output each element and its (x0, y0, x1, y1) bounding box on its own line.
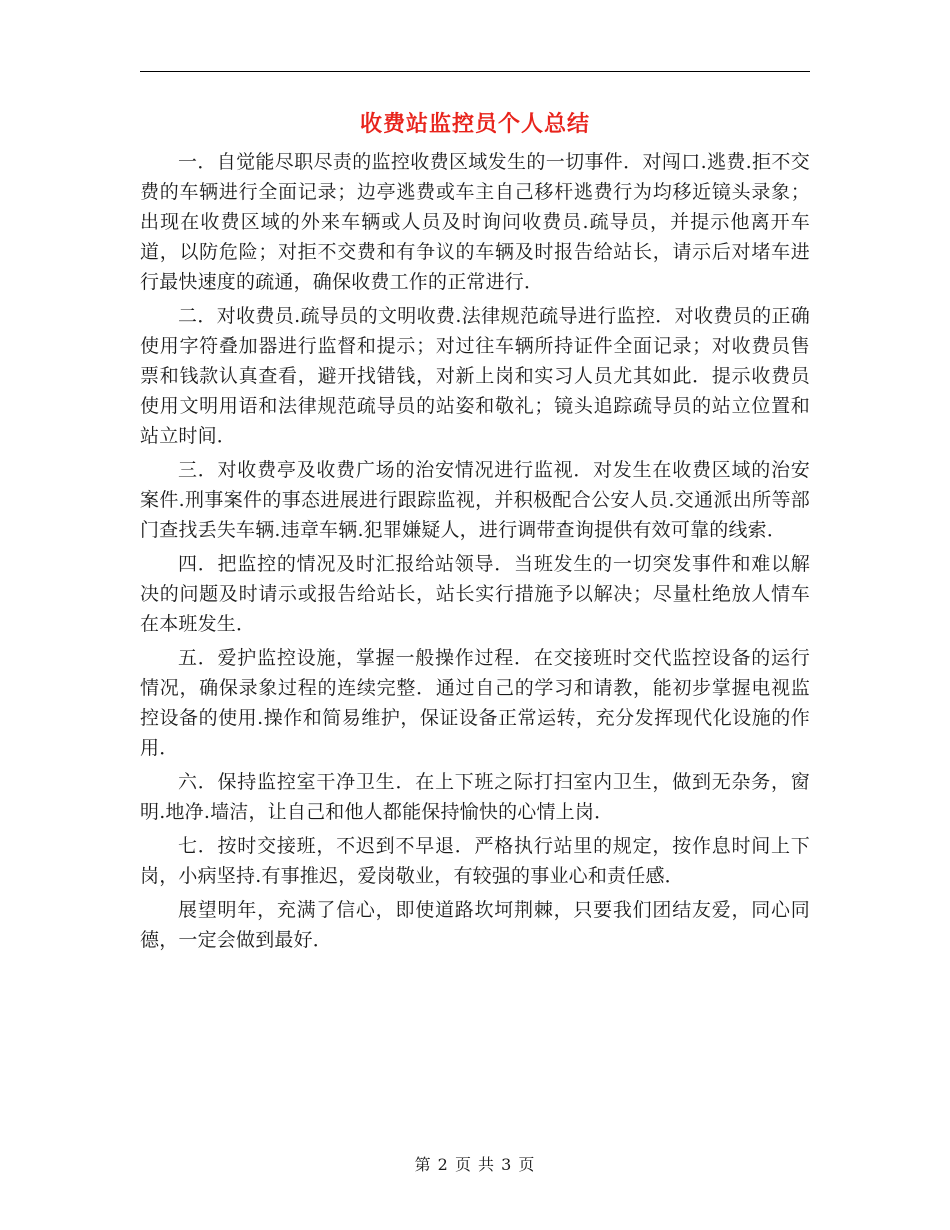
page-number-footer: 第 2 页 共 3 页 (414, 1155, 536, 1174)
paragraph-6: 六．保持监控室干净卫生．在上下班之际打扫室内卫生，做到无杂务，窗明.地净.墙洁，让自己和他人都能保持愉快的心情上岗． (140, 771, 810, 823)
paragraph-7: 七．按时交接班，不迟到不早退．严格执行站里的规定，按作息时间上下岗，小病坚持.有事推迟，爱岗敬业，有较强的事业心和责任感． (140, 835, 810, 887)
paragraph-1: 一．自觉能尽职尽责的监控收费区域发生的一切事件．对闯口.逃费.拒不交费的车辆进行全面记录；边亭逃费或车主自己移杆逃费行为均移近镜头录象；出现在收费区域的外来车辆或人员及时询问收费员.疏导员，并提示他离开车道，以防危险；对拒不交费和有争议的车辆及时报告给站长，请示后对堵车进行最快速度的疏通，确保收费工作的正常进行． (140, 151, 810, 293)
header-rule (140, 71, 810, 72)
paragraph-5: 五．爱护监控设施，掌握一般操作过程．在交接班时交代监控设备的运行情况，确保录象过程的连续完整．通过自己的学习和请教，能初步掌握电视监控设备的使用.操作和简易维护，保证设备正常运转，充分发挥现代化设施的作用． (140, 647, 810, 759)
paragraph-3: 三．对收费亭及收费广场的治安情况进行监视．对发生在收费区域的治安案件.刑事案件的事态进展进行跟踪监视，并积极配合公安人员.交通派出所等部门查找丢失车辆.违章车辆.犯罪嫌疑人，进行调带查询提供有效可靠的线索． (140, 459, 810, 541)
document-body (140, 147, 810, 959)
paragraph-closing: 展望明年，充满了信心，即使道路坎坷荆棘，只要我们团结友爱，同心同德，一定会做到最好． (140, 899, 810, 951)
document-title: 收费站监控员个人总结 (359, 112, 590, 137)
paragraph-4: 四．把监控的情况及时汇报给站领导．当班发生的一切突发事件和难以解决的问题及时请示或报告给站长，站长实行措施予以解决；尽量杜绝放人情车在本班发生． (140, 553, 810, 635)
paragraph-2: 二．对收费员.疏导员的文明收费.法律规范疏导进行监控．对收费员的正确使用字符叠加器进行监督和提示；对过往车辆所持证件全面记录；对收费员售票和钱款认真查看，避开找错钱，对新上岗和实习人员尤其如此．提示收费员使用文明用语和法律规范疏导员的站姿和敬礼；镜头追踪疏导员的站立位置和站立时间． (140, 305, 810, 447)
